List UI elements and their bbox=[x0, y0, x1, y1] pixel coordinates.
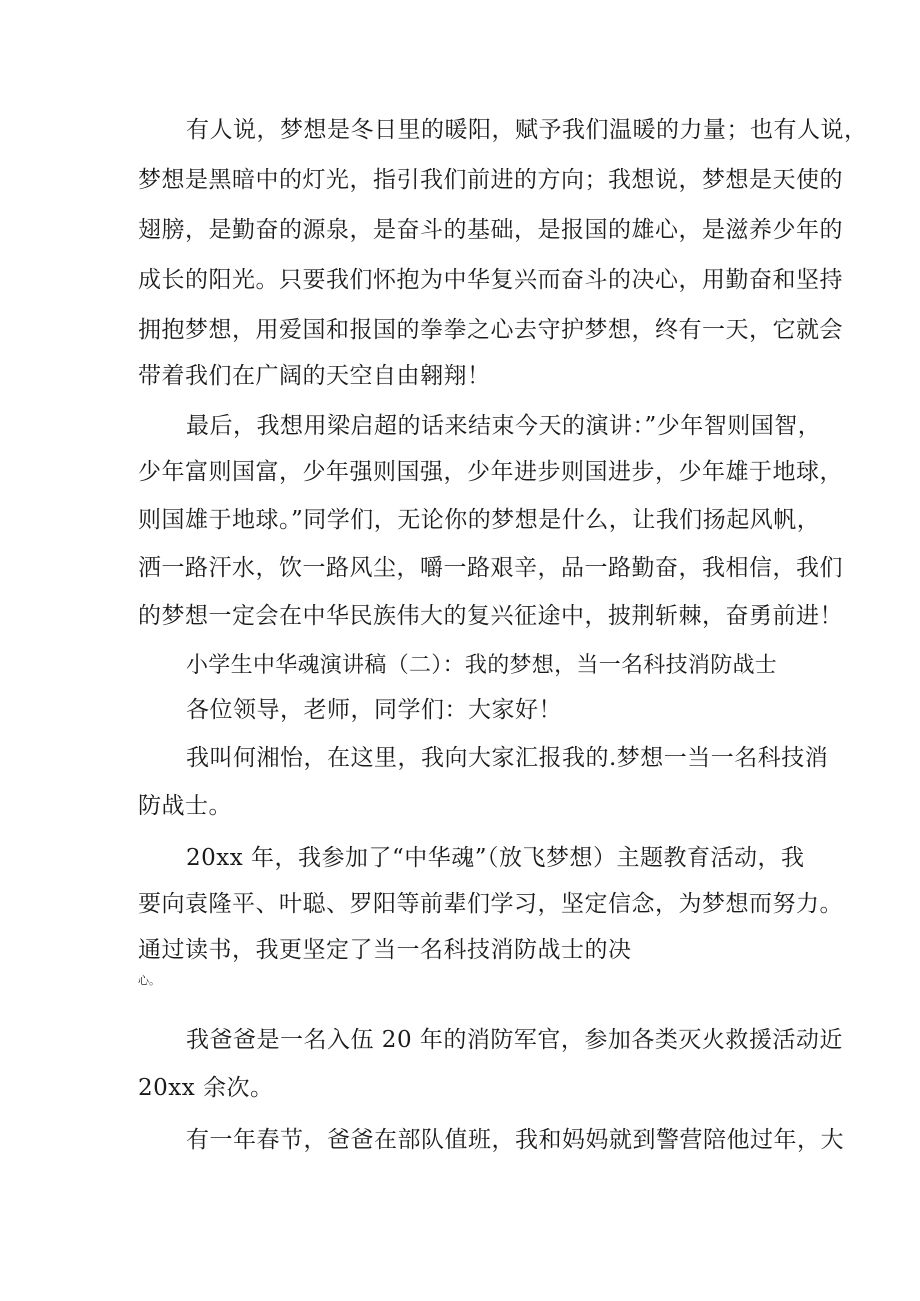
paragraph-line: 拥抱梦想，用爱国和报国的拳拳之心去守护梦想，终有一天，它就会 bbox=[138, 317, 843, 343]
broken-fragment: 心。 bbox=[138, 974, 160, 987]
paragraph-line: 20xx 年，我参加了“中华魂”（放飞梦想）主题教育活动，我 bbox=[186, 845, 805, 871]
paragraph-line: 我爸爸是一名入伍 20 年的消防军官，参加各类灭火救援活动近 bbox=[186, 1027, 843, 1053]
paragraph-line: 的梦想一定会在中华民族伟大的复兴征途中，披荆斩棘，奋勇前进！ bbox=[138, 603, 843, 629]
paragraph-line: 最后，我想用梁启超的话来结束今天的演讲：”少年智则国智， bbox=[186, 413, 822, 439]
paragraph-line: 少年富则国富，少年强则国强，少年进步则国进步，少年雄于地球， bbox=[138, 459, 843, 485]
paragraph-line: 防战士。 bbox=[138, 793, 232, 819]
paragraph-line: 有人说，梦想是冬日里的暖阳，赋予我们温暖的力量；也有人说， bbox=[186, 117, 868, 143]
paragraph-line: 成长的阳光。只要我们怀抱为中华复兴而奋斗的决心，用勤奋和坚持 bbox=[138, 267, 843, 293]
paragraph-line: 则国雄于地球。”同学们，无论你的梦想是什么，让我们扬起风帆， bbox=[138, 507, 821, 533]
paragraph-line: 20xx 余次。 bbox=[138, 1075, 274, 1101]
greeting-line: 各位领导，老师，同学们：大家好！ bbox=[186, 697, 562, 723]
paragraph-line: 翅膀，是勤奋的源泉，是奋斗的基础，是报国的雄心，是滋养少年的 bbox=[138, 217, 843, 243]
paragraph-line: 通过读书，我更坚定了当一名科技消防战士的决 bbox=[138, 937, 632, 963]
paragraph-line: 带着我们在广阔的天空自由翱翔！ bbox=[138, 363, 491, 389]
section-title: 小学生中华魂演讲稿（二）：我的梦想，当一名科技消防战士 bbox=[186, 653, 778, 678]
paragraph-line: 梦想是黑暗中的灯光，指引我们前进的方向；我想说，梦想是天使的 bbox=[138, 167, 843, 193]
paragraph-line: 我叫何湘怡，在这里，我向大家汇报我的.梦想一当一名科技消 bbox=[186, 745, 829, 771]
paragraph-line: 有一年春节，爸爸在部队值班，我和妈妈就到警营陪他过年，大 bbox=[186, 1127, 844, 1153]
paragraph-line: 要向袁隆平、叶聪、罗阳等前辈们学习，坚定信念，为梦想而努力。 bbox=[138, 891, 843, 917]
paragraph-line: 洒一路汗水，饮一路风尘，嚼一路艰辛，品一路勤奋，我相信，我们 bbox=[138, 555, 843, 581]
